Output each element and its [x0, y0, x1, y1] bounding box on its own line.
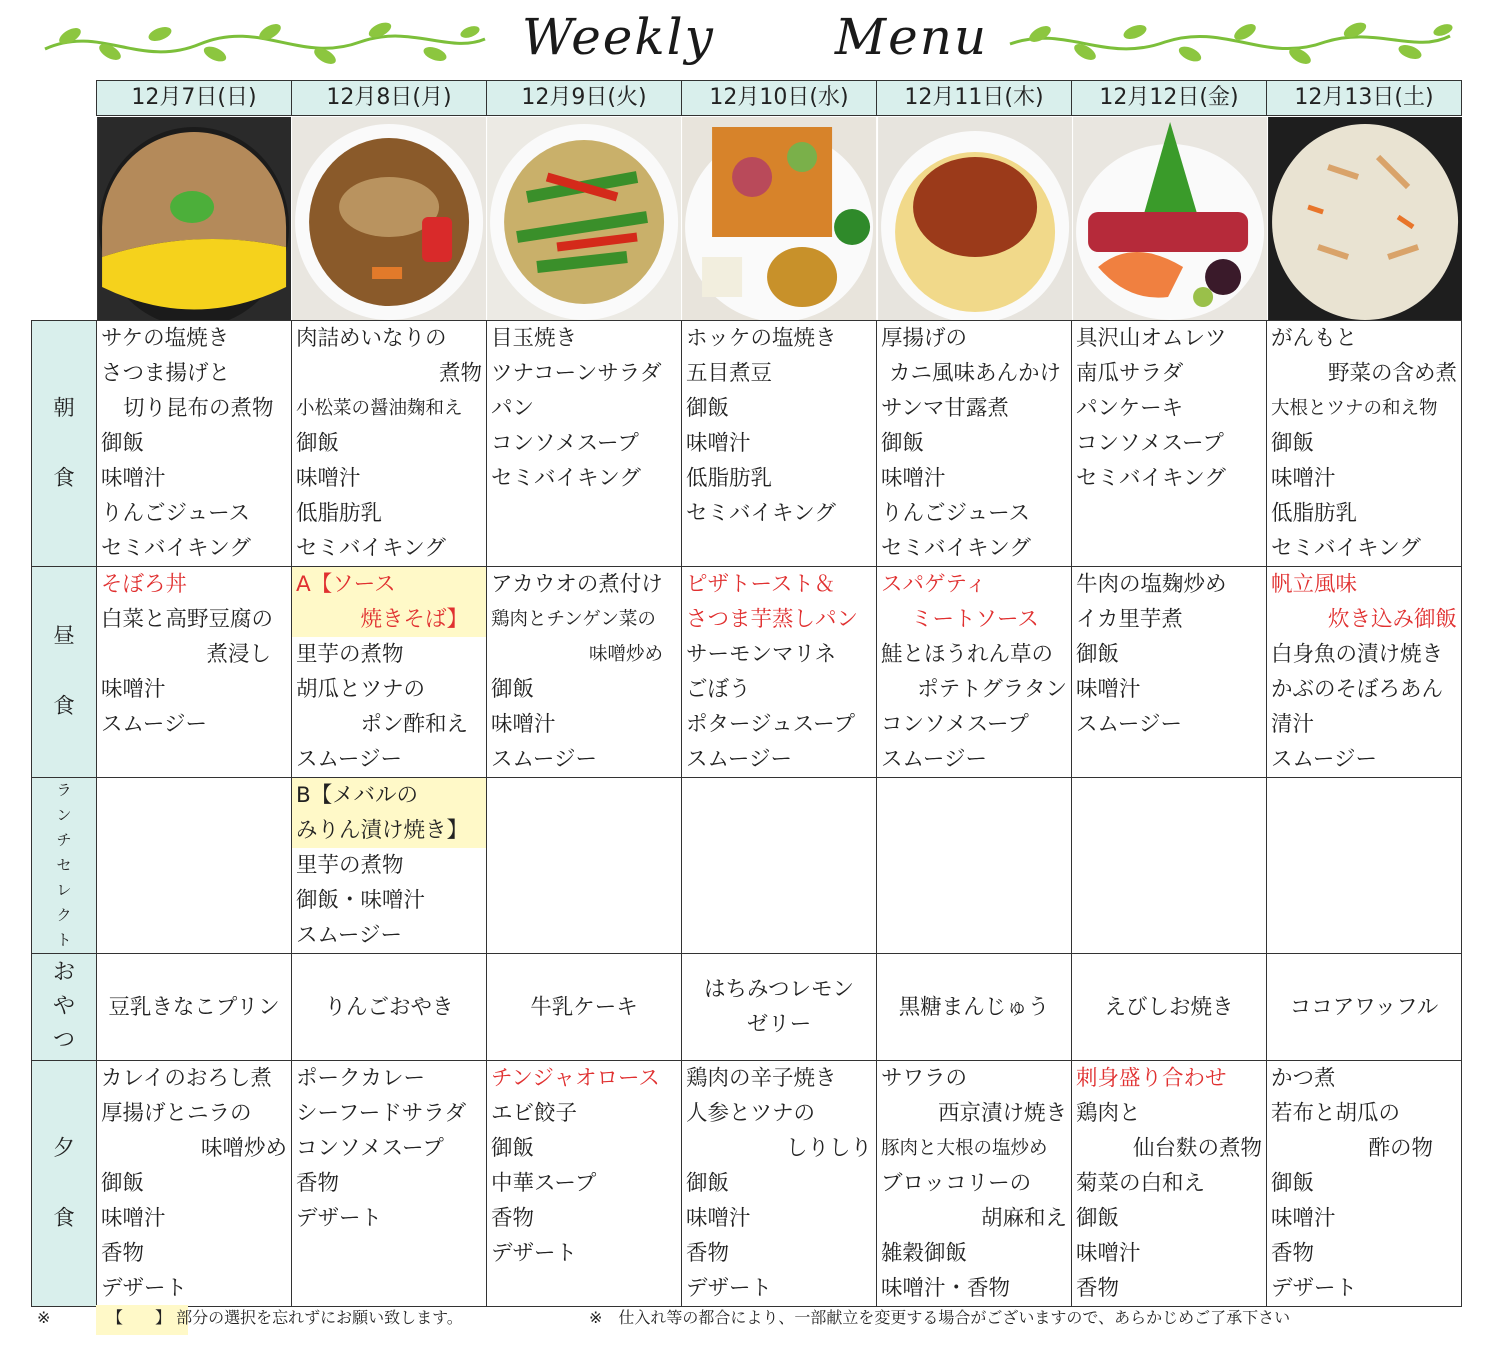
choice-a-highlight: A【ソース 焼きそば】 — [292, 567, 486, 637]
soboro-don-photo — [96, 117, 291, 320]
menu-cell: 刺身盛り合わせ 鶏肉と 仙台麩の煮物 菊菜の白和え 御飯 味噌汁 香物 — [1072, 1061, 1267, 1307]
dinner-label: 夕 食 — [32, 1061, 97, 1307]
menu-cell: ホッケの塩焼き 五目煮豆 御飯 味噌汁 低脂肪乳 セミバイキング — [682, 321, 877, 567]
snack-cell: りんごおやき — [292, 954, 487, 1061]
vine-decoration-icon — [1005, 14, 1455, 74]
menu-cell: ポークカレー シーフードサラダ コンソメスープ 香物 デザート — [292, 1061, 487, 1307]
menu-cell: 厚揚げの カニ風味あんかけ サンマ甘露煮 御飯 味噌汁 りんごジュース セミバイキング — [877, 321, 1072, 567]
menu-cell: 鶏肉の辛子焼き 人参とツナの しりしり 御飯 味噌汁 香物 デザート — [682, 1061, 877, 1307]
menu-table — [31, 320, 1462, 1307]
page-header — [0, 0, 1500, 80]
menu-cell — [487, 778, 682, 954]
footer-notes — [31, 1305, 1462, 1335]
choice-b-highlight: B【メバルの みりん漬け焼き】 — [292, 778, 486, 848]
menu-cell: がんもと 野菜の含め煮 大根とツナの和え物 御飯 味噌汁 低脂肪乳 セミバイキング — [1267, 321, 1462, 567]
lunch-label: 昼 食 — [32, 567, 97, 778]
menu-cell: 牛肉の塩麹炒め イカ里芋煮 御飯 味噌汁 スムージー — [1072, 567, 1267, 778]
menu-cell: 具沢山オムレツ 南瓜サラダ パンケーキ コンソメスープ セミバイキング — [1072, 321, 1267, 567]
date-cell: 12月8日(月) — [291, 80, 486, 116]
chinjao-rosu-photo — [486, 117, 681, 320]
lunch-row — [32, 567, 1462, 778]
date-cell: 12月10日(水) — [681, 80, 876, 116]
menu-cell: チンジャオロース エビ餃子 御飯 中華スープ 香物 デザート — [487, 1061, 682, 1307]
snack-cell: はちみつレモン ゼリー — [682, 954, 877, 1061]
date-cell: 12月7日(日) — [96, 80, 291, 116]
menu-cell: アカウオの煮付け 鶏肉とチンゲン菜の 味噌炒め 御飯 味噌汁 スムージー — [487, 567, 682, 778]
menu-cell: A【ソース 焼きそば】 里芋の煮物 胡瓜とツナの ポン酢和え スムージー — [292, 567, 487, 778]
breakfast-label: 朝 食 — [32, 321, 97, 567]
date-cell: 12月11日(木) — [876, 80, 1071, 116]
spaghetti-meat-sauce-photo — [877, 117, 1072, 320]
menu-cell: そぼろ丼 白菜と高野豆腐の 煮浸し 味噌汁 スムージー — [97, 567, 292, 778]
sauce-yakisoba-photo — [291, 117, 486, 320]
pizza-toast-photo — [681, 117, 876, 320]
footer-mark: ※ — [37, 1308, 51, 1327]
snack-row — [32, 954, 1462, 1061]
menu-cell: かつ煮 若布と胡瓜の 酢の物 御飯 味噌汁 香物 デザート — [1267, 1061, 1462, 1307]
menu-cell — [1267, 778, 1462, 954]
menu-cell — [1072, 778, 1267, 954]
snack-cell: 豆乳きなこプリン — [97, 954, 292, 1061]
menu-cell: 肉詰めいなりの 煮物 小松菜の醤油麹和え 御飯 味噌汁 低脂肪乳 セミバイキング — [292, 321, 487, 567]
date-header-row — [96, 80, 1462, 116]
menu-cell: カレイのおろし煮 厚揚げとニラの 味噌炒め 御飯 味噌汁 香物 デザート — [97, 1061, 292, 1307]
menu-cell: スパゲティ ミートソース 鮭とほうれん草の ポテトグラタン コンソメスープ スムージー — [877, 567, 1072, 778]
menu-cell: サワラの 西京漬け焼き 豚肉と大根の塩炒め ブロッコリーの 胡麻和え 雑穀御飯 味噌汁・香物 — [877, 1061, 1072, 1307]
lunch-select-row — [32, 778, 1462, 954]
snack-label: お や つ — [32, 954, 97, 1061]
vine-decoration-icon — [40, 14, 490, 74]
snack-cell: 黒糖まんじゅう — [877, 954, 1072, 1061]
footer-note-change: ※ 仕入れ等の都合により、一部献立を変更する場合がございますので、あらかじめご了承下さい — [589, 1308, 1291, 1327]
page-title: Weekly Menu — [521, 8, 989, 66]
menu-cell — [97, 778, 292, 954]
menu-cell — [877, 778, 1072, 954]
snack-cell: ココアワッフル — [1267, 954, 1462, 1061]
date-cell: 12月13日(土) — [1266, 80, 1462, 116]
breakfast-row — [32, 321, 1462, 567]
date-cell: 12月9日(火) — [486, 80, 681, 116]
snack-cell: えびしお焼き — [1072, 954, 1267, 1061]
footer-note-selection: 【 】 部分の選択を忘れずにお願い致します。 — [107, 1308, 463, 1327]
menu-cell — [682, 778, 877, 954]
menu-cell: ピザトースト＆ さつま芋蒸しパン サーモンマリネ ごぼう ポタージュスープ スムージー — [682, 567, 877, 778]
menu-cell: B【メバルの みりん漬け焼き】 里芋の煮物 御飯・味噌汁 スムージー — [292, 778, 487, 954]
menu-cell: 目玉焼き ツナコーンサラダ パン コンソメスープ セミバイキング — [487, 321, 682, 567]
hotate-rice-photo — [1267, 117, 1462, 320]
sashimi-photo — [1072, 117, 1267, 320]
menu-cell: サケの塩焼き さつま揚げと 切り昆布の煮物 御飯 味噌汁 りんごジュース セミバイキング — [97, 321, 292, 567]
snack-cell: 牛乳ケーキ — [487, 954, 682, 1061]
lunch-select-label: ラ ン チ セ レ ク ト — [32, 778, 97, 954]
dinner-row — [32, 1061, 1462, 1307]
menu-cell: 帆立風味 炊き込み御飯 白身魚の漬け焼き かぶのそぼろあん 清汁 スムージー — [1267, 567, 1462, 778]
food-photo-row — [96, 117, 1462, 320]
date-cell: 12月12日(金) — [1071, 80, 1266, 116]
